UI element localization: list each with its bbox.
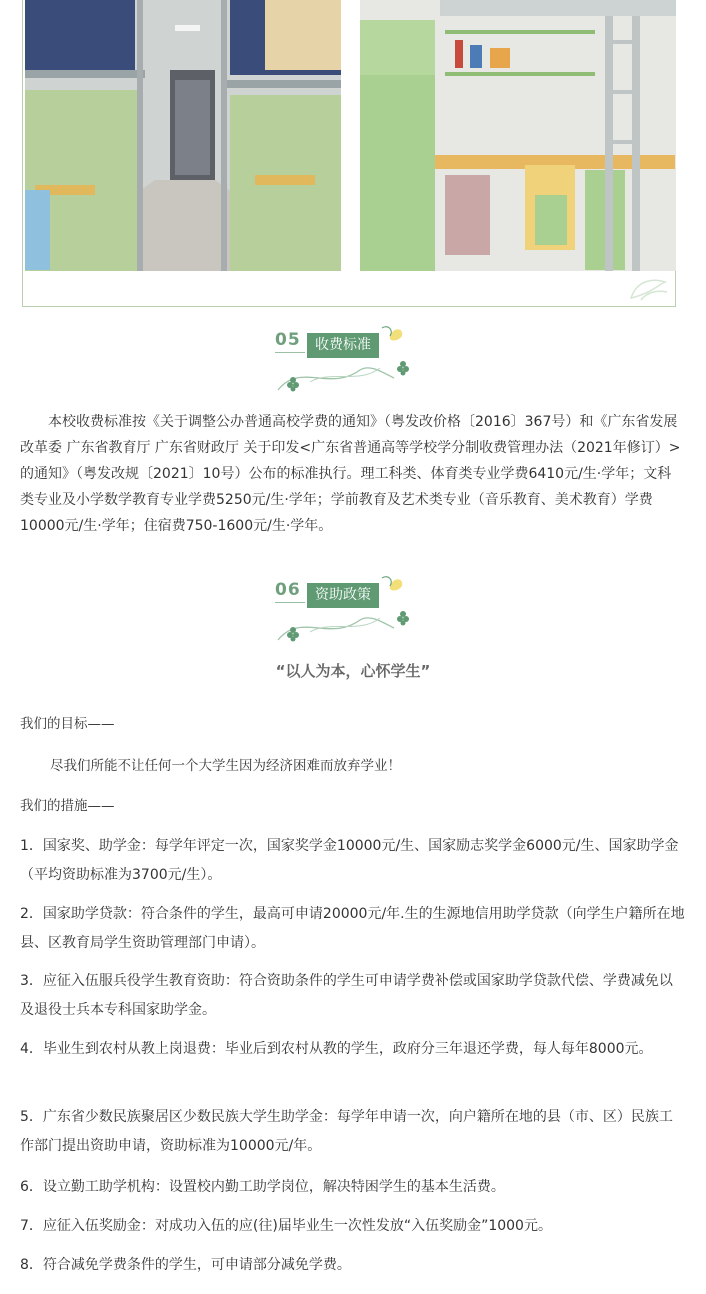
section-05-header xyxy=(0,322,706,402)
dormitory-desk-photo xyxy=(360,0,676,271)
measure-item-3: 3．应征入伍服兵役学生教育资助：符合资助条件的学生可申请学费补偿或国家助学贷款代偿、学费减免以及退役士兵本专科国家助学金。 xyxy=(20,973,673,1018)
measure-item-1: 1．国家奖、助学金：每学年评定一次，国家奖学金10000元/生、国家励志奖学金6000元/生、国家助学金（平均资助标准为3700元/生）。 xyxy=(20,838,679,883)
section-06-underline xyxy=(275,602,305,603)
measure-item-5: 5．广东省少数民族聚居区少数民族大学生助学金：每学年申请一次，向户籍所在地的县（市、区）民族工作部门提出资助申请，资助标准为10000元/年。 xyxy=(20,1109,673,1154)
section-06-number: 06 xyxy=(275,580,301,600)
measure-item-2: 2．国家助学贷款：符合条件的学生，最高可申请20000元/年.生的生源地信用助学贷款（向学生户籍所在地县、区教育局学生资助管理部门申请）。 xyxy=(20,906,685,951)
dormitory-corridor-photo xyxy=(25,0,341,271)
fee-standard-paragraph: 本校收费标准按《关于调整公办普通高校学费的通知》（粤发改价格〔2016〕367号）和《广东省发展改革委 广东省教育厅 广东省财政厅 关于印发<广东省普通高等学校学分制收费管理办法（2021年修订）>的通知》（粤发改规〔2021〕10号）公布的标准执行。理工科类、体育类专业学费6410元/生·学年；文科类专业及小学数学教育专业学费5250元/生·学年；学前教育及艺术类专业（音乐教育、美术教育）学费 10000元/生·学年；住宿费750-1600元/生·学年。 xyxy=(20,414,681,534)
leaf-decoration-icon xyxy=(627,274,669,302)
dormitory-photo-frame xyxy=(22,0,676,307)
measure-item-8: 8．符合减免学费条件的学生，可申请部分减免学费。 xyxy=(20,1257,351,1273)
motto-heading: “以人为本，心怀学生” xyxy=(275,662,431,680)
section-05-underline xyxy=(275,352,305,353)
section-06-title: 资助政策 xyxy=(307,583,379,608)
section-06-header xyxy=(0,572,706,652)
section-05-title: 收费标准 xyxy=(307,333,379,358)
measure-item-7: 7．应征入伍奖励金：对成功入伍的应(往)届毕业生一次性发放“入伍奖励金”1000元。 xyxy=(20,1218,552,1234)
measure-item-4: 4．毕业生到农村从教上岗退费：毕业后到农村从教的学生，政府分三年退还学费，每人每年8000元。 xyxy=(20,1041,653,1057)
measure-item-6: 6．设立勤工助学机构：设置校内勤工助学岗位，解决特困学生的基本生活费。 xyxy=(20,1179,505,1195)
goal-text: 尽我们所能不让任何一个大学生因为经济困难而放弃学业！ xyxy=(50,758,401,774)
measures-label: 我们的措施—— xyxy=(20,798,115,814)
section-05-number: 05 xyxy=(275,330,301,350)
goal-label: 我们的目标—— xyxy=(20,716,115,732)
